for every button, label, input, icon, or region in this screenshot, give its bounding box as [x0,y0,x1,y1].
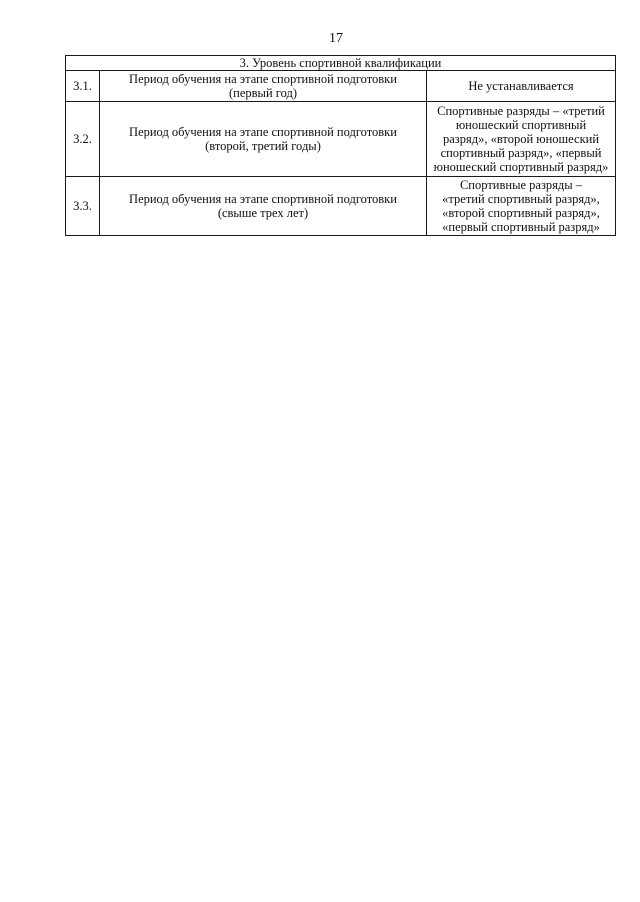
table-row [66,102,616,177]
requirement-line: «первый спортивный разряд» [442,220,600,234]
qualification-table [65,55,616,236]
period-cell [100,71,427,102]
requirement-line: разряд», «второй юношеский [442,132,600,146]
table-row [66,71,616,102]
requirement-cell [427,102,616,177]
section-title: 3. Уровень спортивной квалификации [66,56,616,71]
page-number: 17 [329,31,343,46]
period-line: Период обучения на этапе спортивной подготовки [129,192,397,206]
requirement-line: Спортивные разряды – «третий [437,104,605,118]
table-section-header [66,56,616,71]
period-line: (свыше трех лет) [217,206,309,220]
period-line: (второй, третий годы) [205,139,321,153]
requirement-line: Спортивные разряды – [459,178,583,192]
row-number: 3.1. [66,71,100,102]
requirement-line: «третий спортивный разряд», [442,192,600,206]
requirement-line: юношеский спортивный [455,118,587,132]
period-line: (первый год) [229,86,297,100]
requirement-cell [427,177,616,236]
row-number: 3.2. [66,102,100,177]
period-line: Период обучения на этапе спортивной подготовки [129,72,397,86]
period-line: Период обучения на этапе спортивной подготовки [129,125,397,139]
requirement-line: Не устанавливается [468,79,574,93]
row-number: 3.3. [66,177,100,236]
requirement-cell [427,71,616,102]
period-cell [100,177,427,236]
requirement-line: «второй спортивный разряд», [442,206,600,220]
requirement-line: юношеский спортивный разряд» [433,160,609,174]
table-row [66,177,616,236]
requirement-line: спортивный разряд», «первый [440,146,602,160]
period-cell [100,102,427,177]
